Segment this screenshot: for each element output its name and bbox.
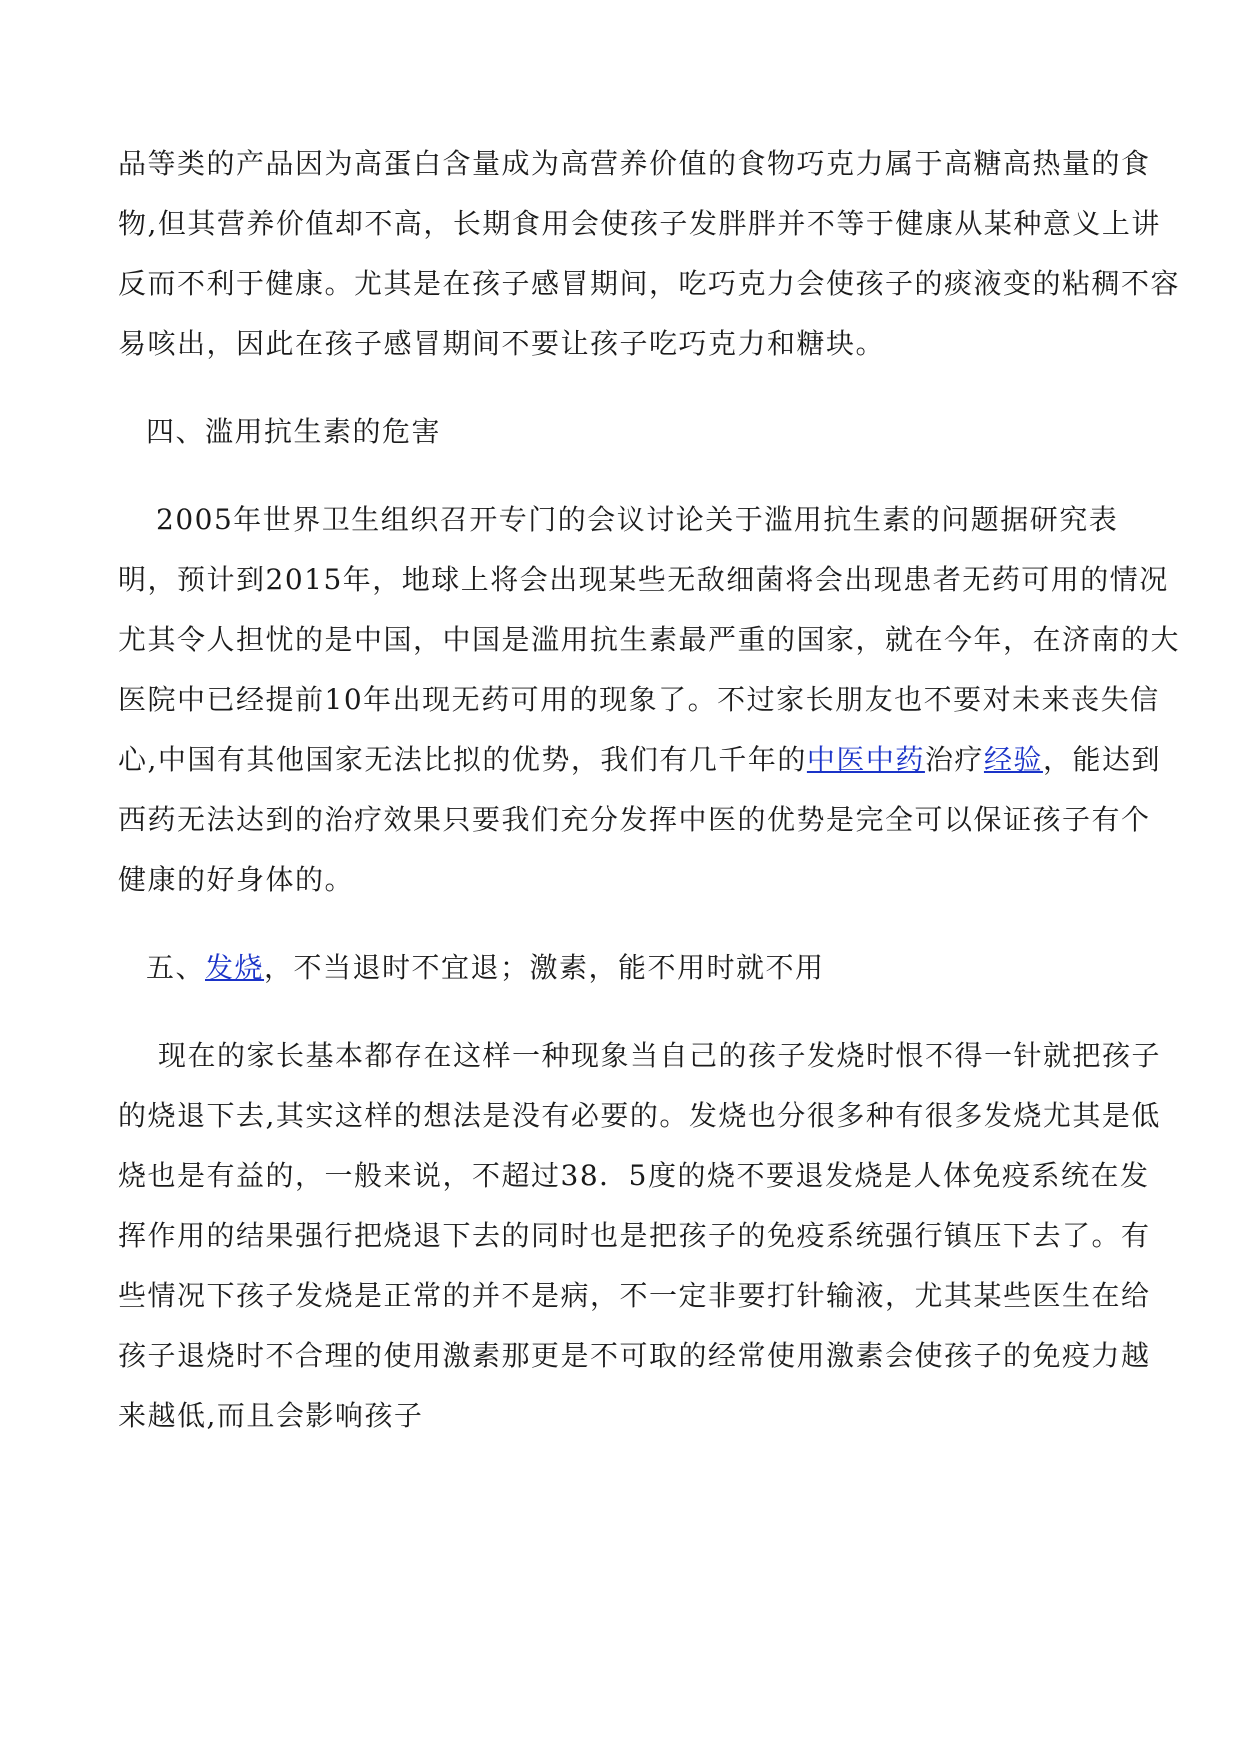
text-line [118,730,1161,790]
paragraph-antibiotics [118,490,1181,910]
text-line: 反而不利于健康。尤其是在孩子感冒期间，吃巧克力会使孩子的痰液变的粘稠不容 [118,267,1181,300]
fever-link[interactable]: 发烧 [205,951,265,984]
text-line: 易咳出，因此在孩子感冒期间不要让孩子吃巧克力和糖块。 [118,327,886,360]
text-line: 现在的家长基本都存在这样一种现象当自己的孩子发烧时恨不得一针就把孩子 [158,1039,1162,1072]
text-line: 明，预计到2015年，地球上将会出现某些无敌细菌将会出现患者无药可用的情况 [118,563,1169,596]
text-line: 些情况下孩子发烧是正常的并不是病，不一定非要打针输液，尤其某些医生在给 [118,1279,1151,1312]
heading-prefix: 五、 [146,951,206,984]
text-line: 医院中已经提前10年出现无药可用的现象了。不过家长朋友也不要对未来丧失信 [118,683,1160,716]
text-line: 来越低,而且会影响孩子 [118,1399,424,1432]
text-line: 西药无法达到的治疗效果只要我们充分发挥中医的优势是完全可以保证孩子有个 [118,803,1151,836]
text-line: 孩子退烧时不合理的使用激素那更是不可取的经常使用激素会使孩子的免疫力越 [118,1339,1151,1372]
text-line: 2005年世界卫生组织召开专门的会议讨论关于滥用抗生素的问题据研究表 [156,503,1119,536]
text-line: 的烧退下去,其实这样的想法是没有必要的。发烧也分很多种有很多发烧尤其是低 [118,1099,1161,1132]
experience-link[interactable]: 经验 [983,743,1043,776]
text-line: 烧也是有益的，一般来说，不超过38．5度的烧不要退发烧是人体免疫系统在发 [118,1159,1150,1192]
paragraph-chocolate [118,134,1181,374]
text-line: 健康的好身体的。 [118,863,355,896]
text-line: 尤其令人担忧的是中国，中国是滥用抗生素最严重的国家，就在今年，在济南的大 [118,623,1181,656]
text-line: 物,但其营养价值却不高，长期食用会使孩子发胖胖并不等于健康从某种意义上讲 [118,207,1161,240]
text-segment: 心,中国有其他国家无法比拟的优势，我们有几千年的 [118,743,807,776]
document-page [118,134,1181,1446]
text-line: 挥作用的结果强行把烧退下去的同时也是把孩子的免疫系统强行镇压下去了。有 [118,1219,1151,1252]
section-heading-fever [118,938,1138,998]
text-segment: 治疗 [924,743,984,776]
heading-suffix: ，不当退时不宜退；激素，能不用时就不用 [264,951,825,984]
text-segment: ，能达到 [1042,743,1161,776]
paragraph-fever [118,1026,1162,1446]
tcm-link[interactable]: 中医中药 [806,743,925,776]
text-line: 品等类的产品因为高蛋白含量成为高营养价值的食物巧克力属于高糖高热量的食 [118,147,1151,180]
section-heading-antibiotics: 四、滥用抗生素的危害 [146,415,442,448]
